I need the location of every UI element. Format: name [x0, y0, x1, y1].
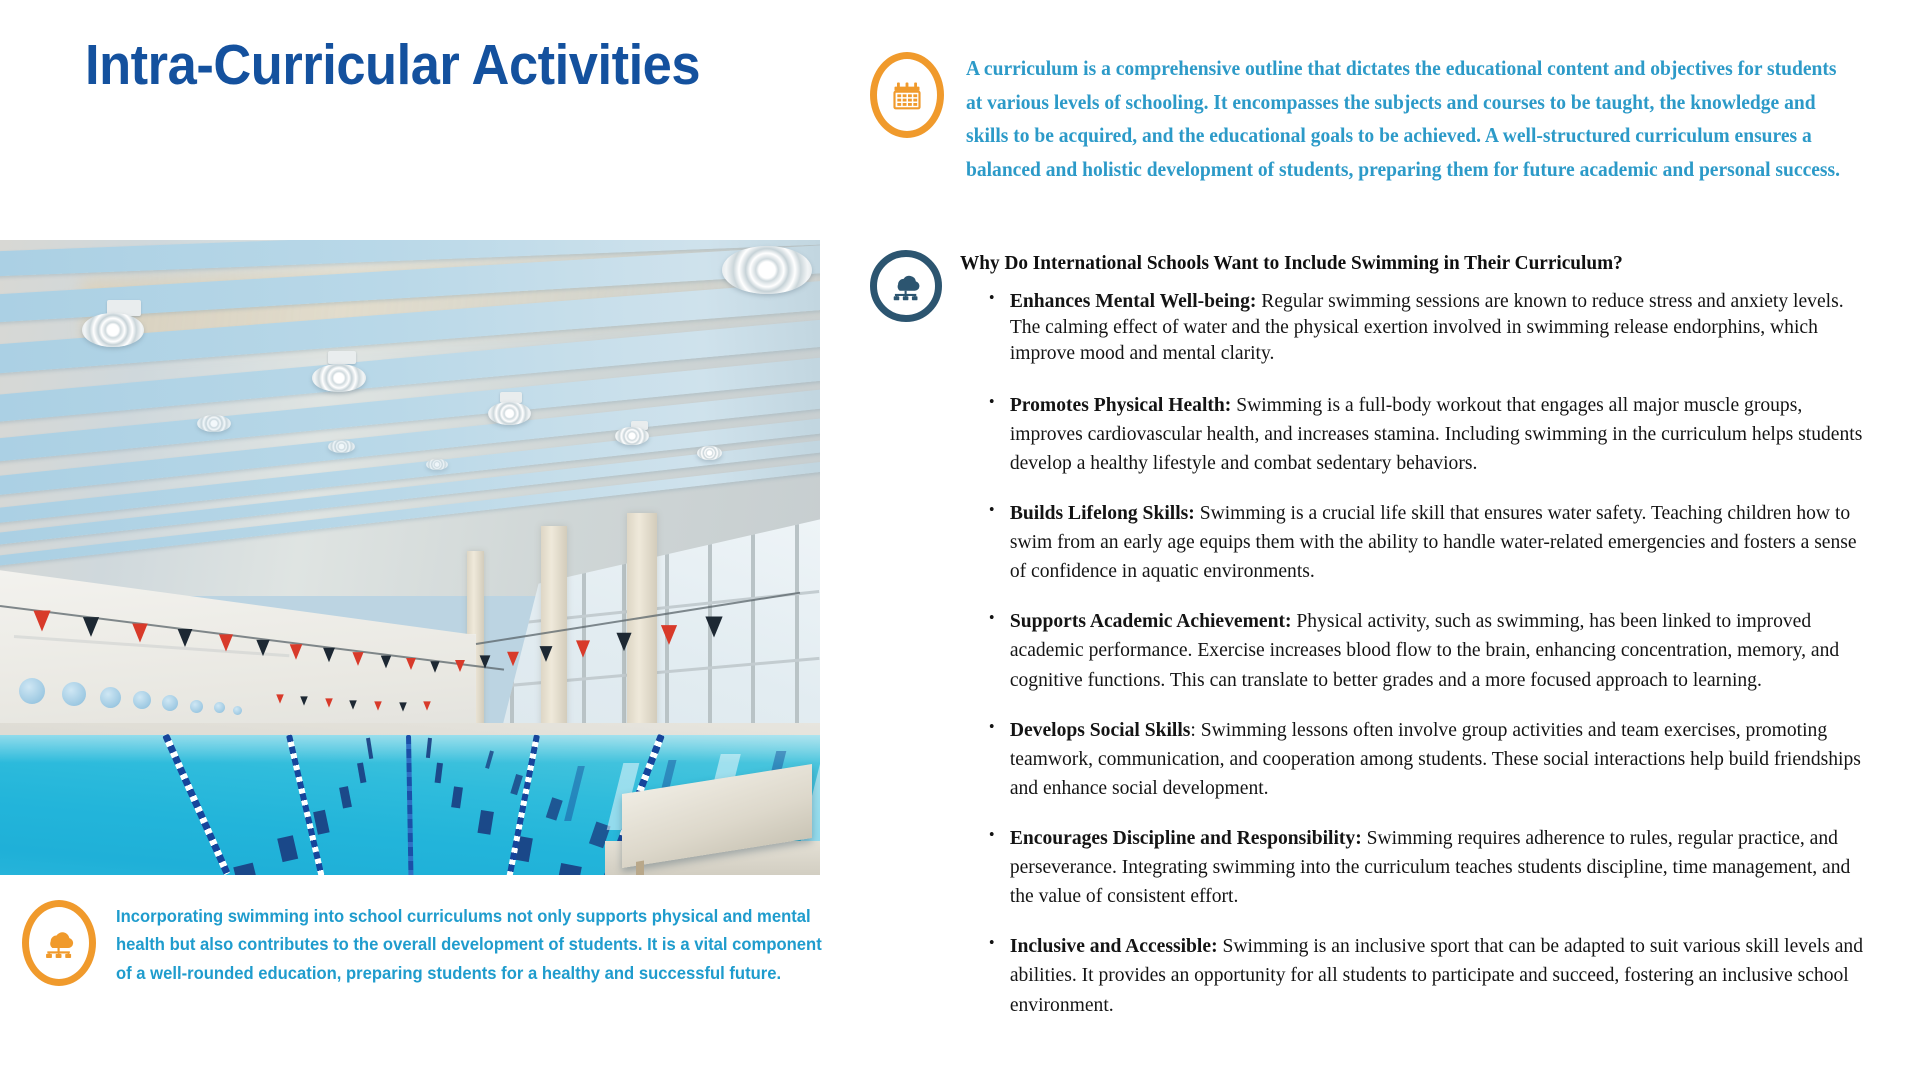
benefit-item: [985, 499, 1873, 586]
ceiling-vent: [197, 415, 231, 432]
caption-text: Incorporating swimming into school curriculums not only supports physical and mental health but also contributes to the overall development of students. It is a vital component of a well-rounded education, preparing students for a healthy and successful future.: [116, 906, 822, 983]
benefit-term: Promotes Physical Health:: [1009, 393, 1232, 416]
cloud-network-icon: [870, 250, 942, 322]
section-heading: Why Do International Schools Want to Include Swimming in Their Curriculum?: [960, 252, 1623, 274]
calendar-icon: [870, 52, 944, 138]
benefit-body: Swimming is a crucial life skill that ensures water safety. Teaching children how to swim from an early age equips them with the ability to handle water-related emergencies and fosters a sense of confidence in aquatic environments.: [1009, 502, 1857, 583]
benefit-item: [985, 391, 1873, 478]
benefit-body: Physical activity, such as swimming, has been linked to improved academic performance. Exercise increases blood flow to the brain, enhancing concentration, memory, and cognitive functions. This can translate to better grades and a more focused approach to learning.: [1009, 610, 1840, 691]
benefit-body: Swimming is an inclusive sport that can be adapted to suit various skill levels and abilities. It provides an opportunity for all students to participate and succeed, fostering an inclusive school environment.: [1009, 935, 1864, 1016]
benefit-item: [985, 288, 1873, 367]
ceiling-vent: [488, 402, 531, 425]
benefit-item: [985, 824, 1873, 911]
ceiling-light: [328, 351, 356, 364]
ceiling-vent: [82, 313, 144, 347]
benefit-term: Builds Lifelong Skills:: [1009, 502, 1195, 525]
benefits-list: [985, 288, 1915, 1041]
caption-block: [22, 900, 862, 987]
benefit-term: Inclusive and Accessible:: [1009, 935, 1218, 958]
swimming-pool-photo: [0, 240, 820, 875]
benefit-body: Regular swimming sessions are known to reduce stress and anxiety levels. The calming effect of water and the physical exertion involved in swimming release endorphins, which improve mood and mental clarity.: [1009, 290, 1844, 365]
benefit-item: [985, 607, 1873, 694]
benefit-term: Encourages Discipline and Responsibility:: [1009, 827, 1362, 850]
ceiling-vent: [312, 364, 366, 392]
benefit-item: [985, 716, 1873, 803]
ceiling-vent: [722, 246, 812, 294]
cloud-network-icon: [22, 900, 96, 986]
benefit-term: Develops Social Skills: [1009, 718, 1191, 741]
intro-block: [870, 52, 1910, 186]
benefit-body: Swimming requires adherence to rules, regular practice, and perseverance. Integrating swimming into the curriculum teaches students discipline, time management, and the value of consistent effort.: [1009, 827, 1851, 908]
benefit-body: Swimming is a full-body workout that engages all major muscle groups, improves cardiovascular health, and increases stamina. Including swimming in the curriculum helps students develop a healthy lifestyle and combat sedentary behaviors.: [1009, 393, 1863, 474]
benefit-body: : Swimming lessons often involve group activities and team exercises, promoting teamwork, communication, and cooperation among students. These social interactions help build friendships and enhance social development.: [1009, 718, 1861, 799]
intro-paragraph: A curriculum is a comprehensive outline that dictates the educational content and objectives for students at various levels of schooling. It encompasses the subjects and courses to be taught, the knowledge and skills to be acquired, and the educational goals to be achieved. A well-structured curriculum ensures a balanced and holistic development of students, preparing them for future academic and personal success.: [966, 56, 1840, 181]
benefit-item: [985, 932, 1873, 1019]
page-title: Intra-Curricular Activities: [85, 33, 701, 97]
left-column: [0, 0, 870, 1080]
ceiling-vent: [328, 440, 355, 453]
benefit-term: Supports Academic Achievement:: [1009, 610, 1292, 633]
benefit-term: Enhances Mental Well-being:: [1009, 290, 1257, 312]
